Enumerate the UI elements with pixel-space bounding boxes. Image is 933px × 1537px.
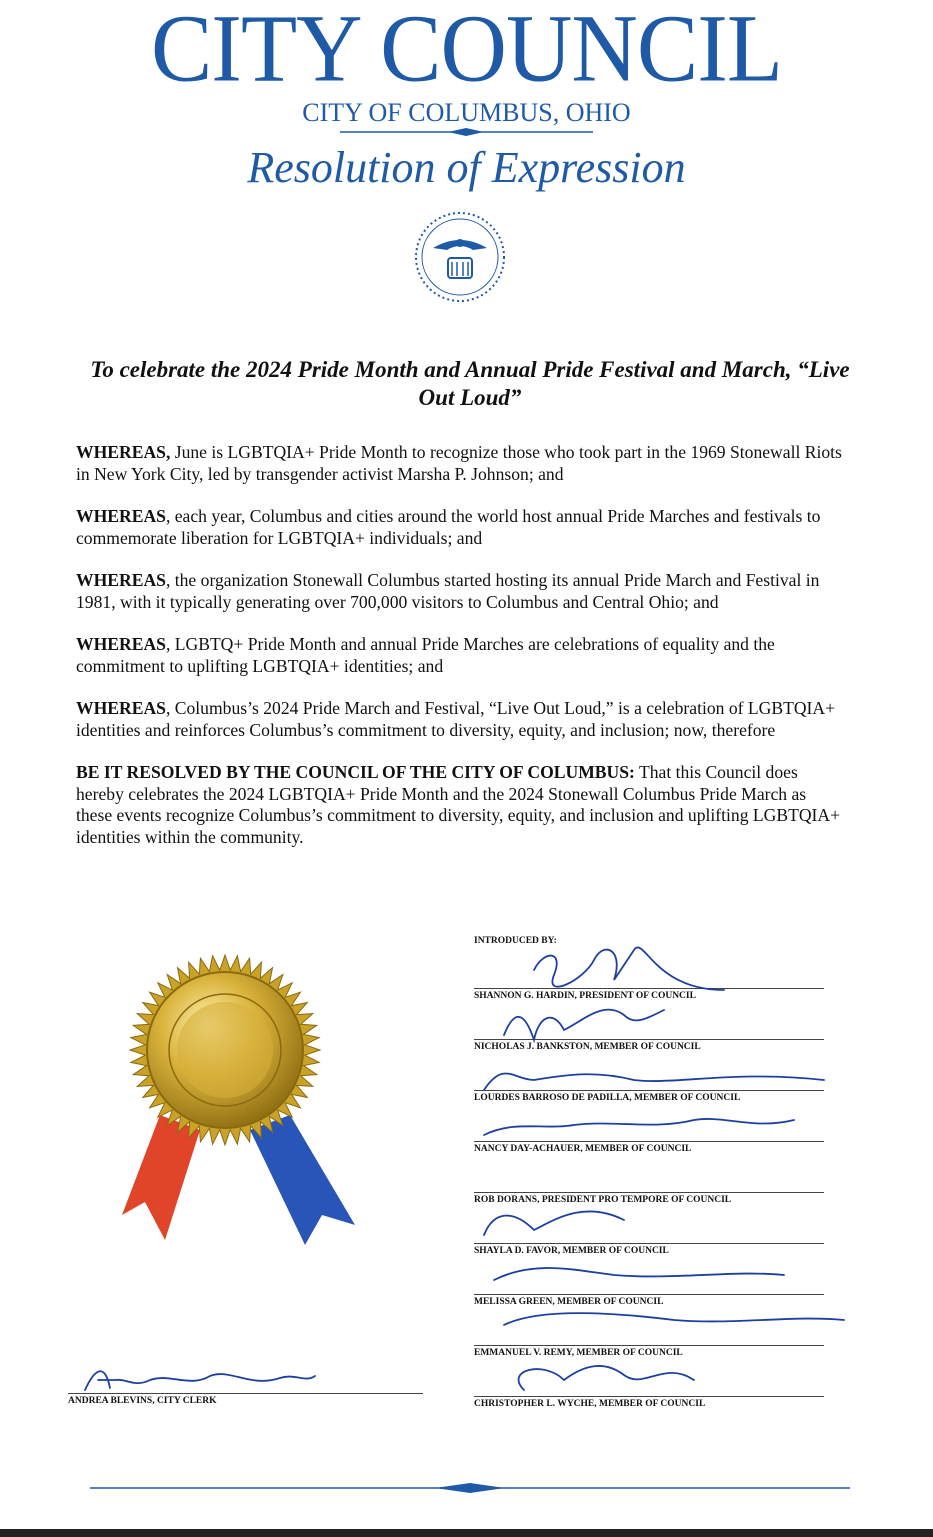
resolution-title: To celebrate the 2024 Pride Month and Annual Pride Festival and March, “Live Out Loud”	[90, 357, 850, 410]
signature-line: NANCY DAY-ACHAUER, MEMBER OF COUNCIL	[474, 1141, 824, 1154]
page-bottom-border	[0, 1529, 933, 1537]
resolution-type: Resolution of Expression	[247, 143, 686, 192]
whereas-paragraph: WHEREAS, each year, Columbus and cities around the world host annual Pride Marches and festivals to commemorate liberation for LGBTQIA+ individuals; and	[76, 506, 821, 548]
signature-line: CHRISTOPHER L. WYCHE, MEMBER OF COUNCIL	[474, 1396, 824, 1409]
clerk-signature	[80, 1358, 320, 1398]
whereas-paragraph: WHEREAS, the organization Stonewall Columbus started hosting its annual Pride March and Festival in 1981, with it typically generating over 700,000 visitors to Columbus and Central Ohio; and	[76, 570, 820, 612]
signature-line: EMMANUEL V. REMY, MEMBER OF COUNCIL	[474, 1345, 824, 1358]
signature-line: LOURDES BARROSO DE PADILLA, MEMBER OF COUNCIL	[474, 1090, 824, 1103]
clerk-signature-line: ANDREA BLEVINS, CITY CLERK	[68, 1393, 423, 1406]
whereas-paragraph: WHEREAS, LGBTQ+ Pride Month and annual Pride Marches are celebrations of equality and the commitment to uplifting LGBTQIA+ identities; and	[76, 634, 775, 676]
signature-line: SHAYLA D. FAVOR, MEMBER OF COUNCIL	[474, 1243, 824, 1256]
signature-line: NICHOLAS J. BANKSTON, MEMBER OF COUNCIL	[474, 1039, 824, 1052]
footer-divider	[90, 1480, 850, 1496]
introduced-by-label: INTRODUCED BY:	[474, 936, 557, 946]
whereas-paragraph: WHEREAS, June is LGBTQIA+ Pride Month to recognize those who took part in the 1969 Stonewall Riots in New York City, led by transgender activist Marsha P. Johnson; and	[76, 442, 842, 484]
gold-seal-icon	[100, 940, 370, 1270]
city-seal-icon	[413, 210, 507, 304]
resolved-paragraph: BE IT RESOLVED BY THE COUNCIL OF THE CITY OF COLUMBUS: That this Council does hereby celebrates the 2024 LGBTQIA+ Pride Month and the 2024 Stonewall Columbus Pride March as these events recognize Columbus’s commitment to diversity, equity, and inclusion and uplifting LGBTQIA+ identities within the community.	[76, 762, 841, 847]
signature-line: ROB DORANS, PRESIDENT PRO TEMPORE OF COUNCIL	[474, 1192, 824, 1205]
header-divider	[0, 126, 933, 138]
council-title: CITY COUNCIL	[150, 0, 783, 102]
signature-block	[474, 936, 824, 1416]
resolution-body	[76, 442, 846, 869]
signature-line: MELISSA GREEN, MEMBER OF COUNCIL	[474, 1294, 824, 1307]
signature-line: SHANNON G. HARDIN, PRESIDENT OF COUNCIL	[474, 988, 824, 1001]
city-subtitle: CITY OF COLUMBUS, OHIO	[302, 98, 631, 127]
whereas-paragraph: WHEREAS, Columbus’s 2024 Pride March and Festival, “Live Out Loud,” is a celebration of LGBTQIA+ identities and reinforces Columbus’s commitment to diversity, equity, and inclusion; now, therefore	[76, 698, 836, 740]
